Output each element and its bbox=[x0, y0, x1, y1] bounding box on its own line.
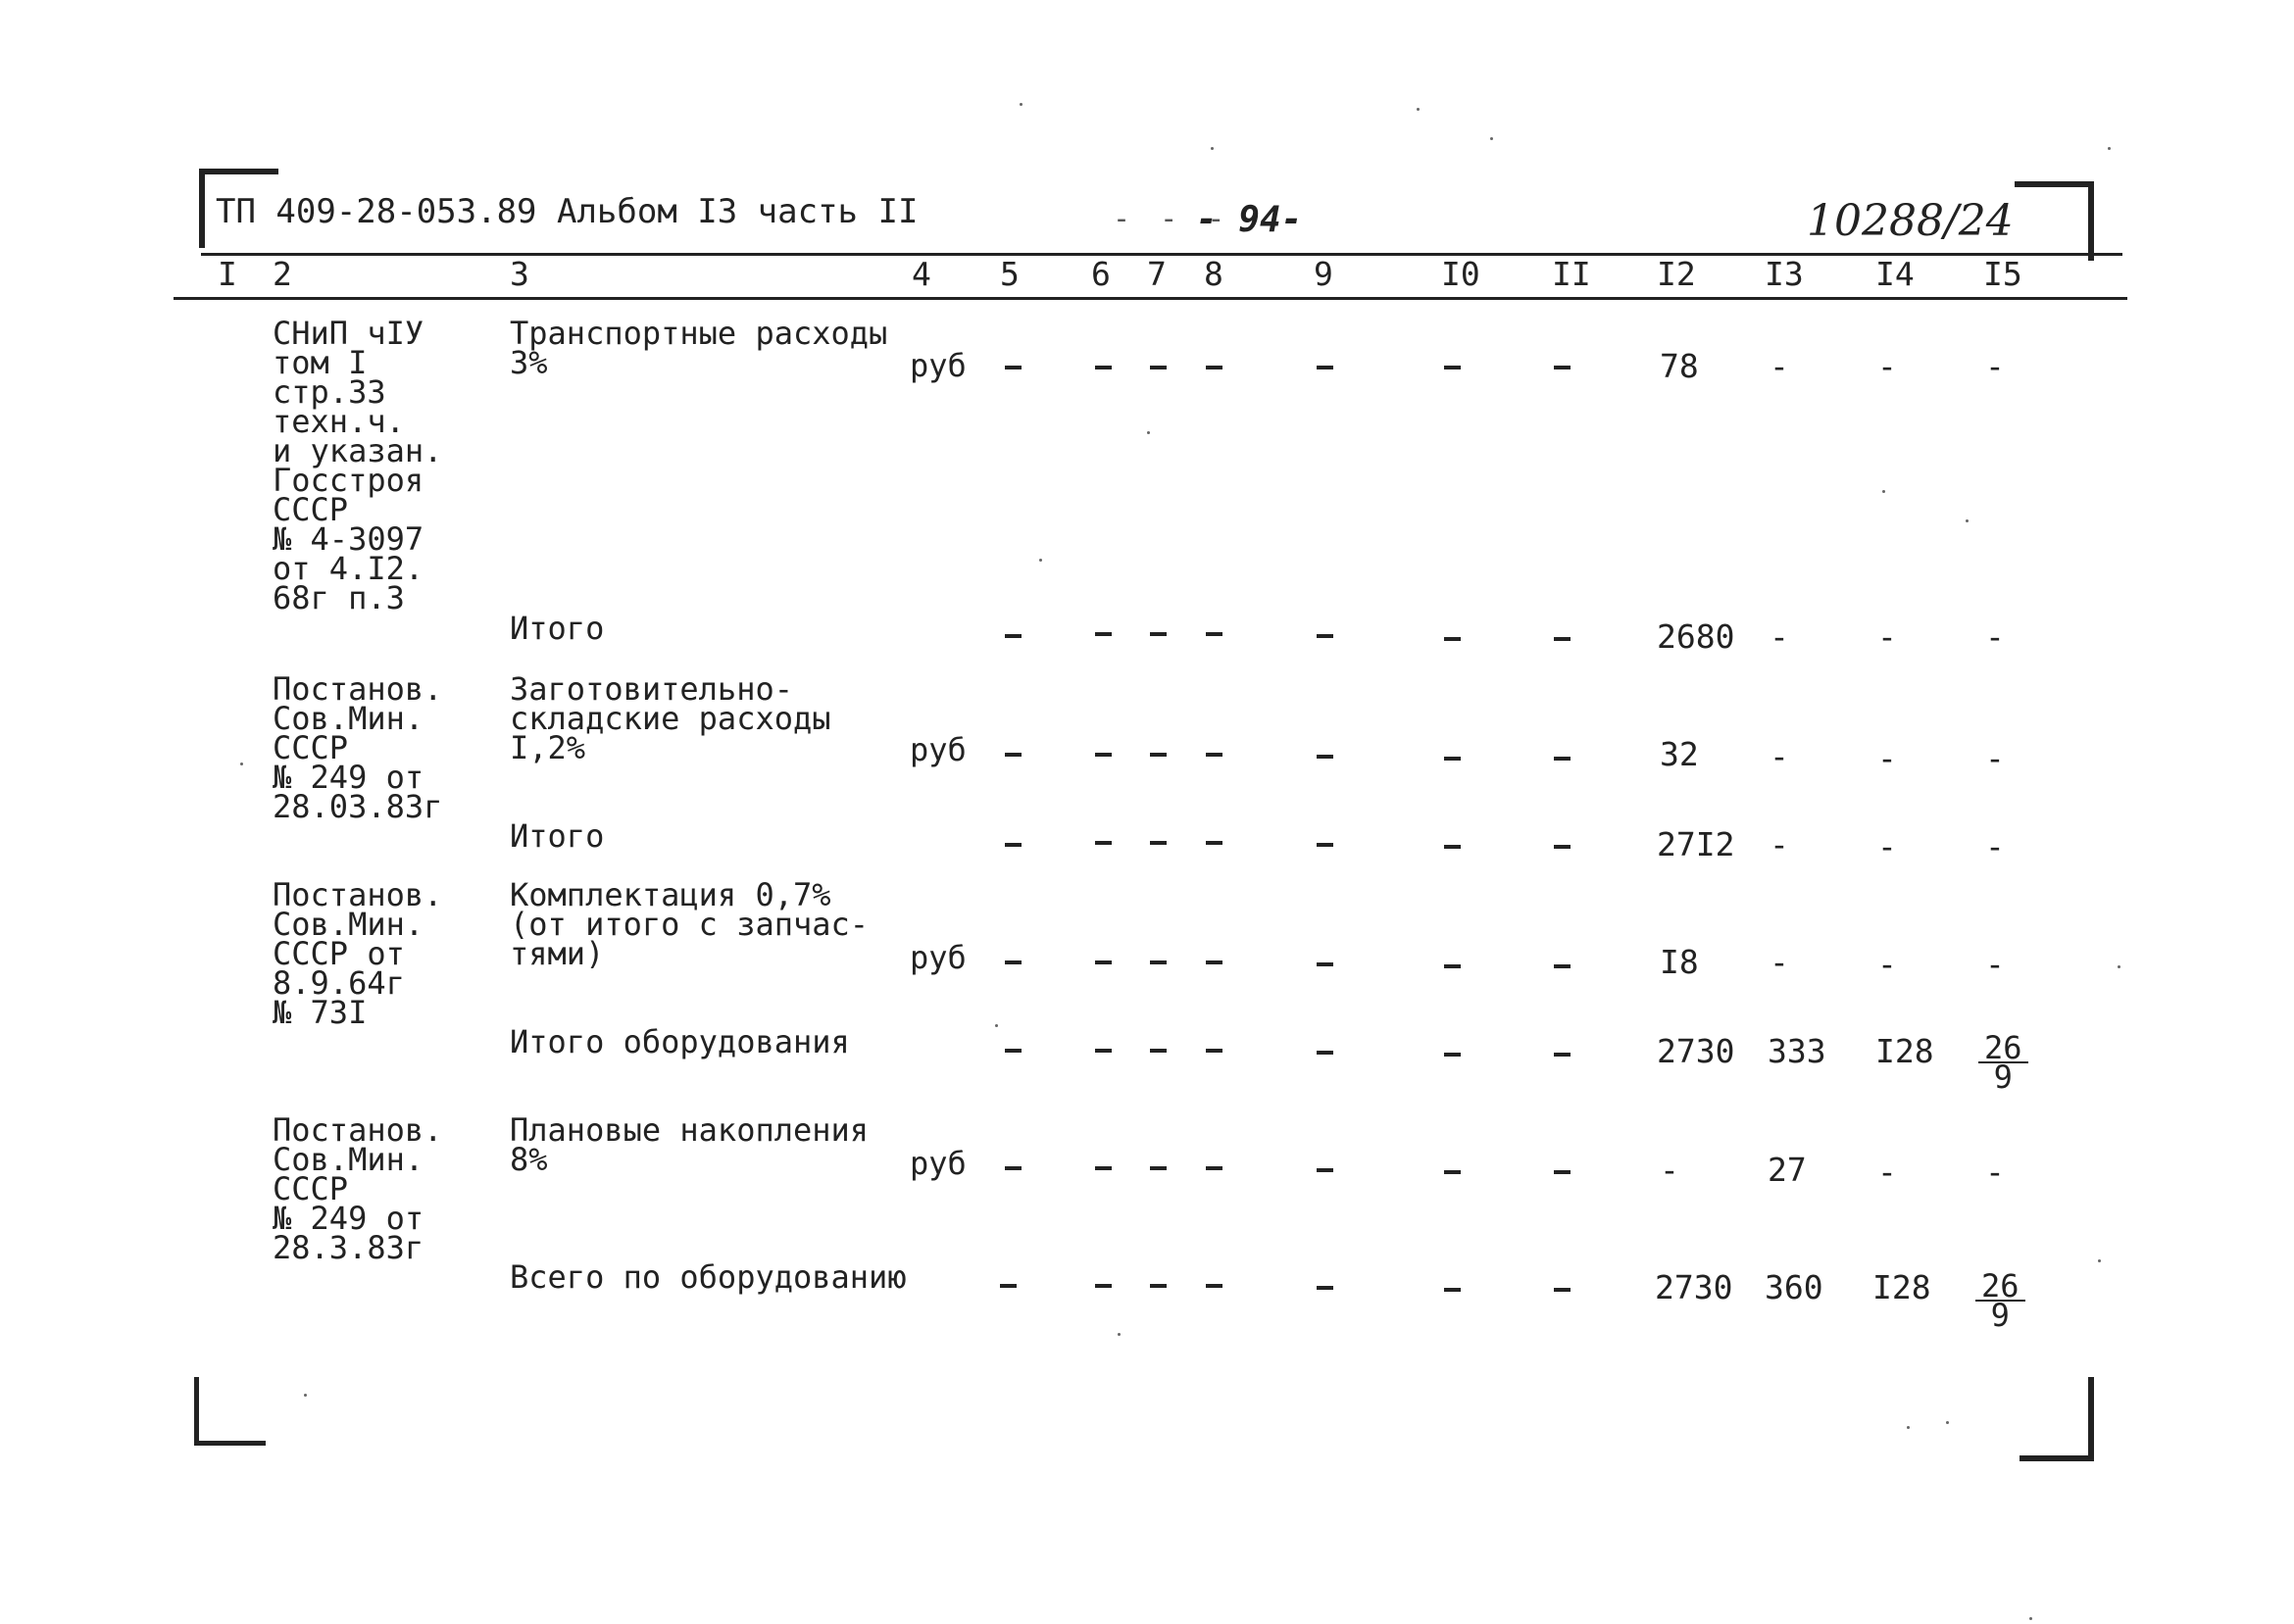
empty-cell-dash bbox=[1444, 845, 1461, 849]
empty-cell-dash bbox=[1554, 757, 1571, 761]
column-number: 5 bbox=[1000, 255, 1020, 293]
fraction-denominator: 9 bbox=[1993, 1058, 2013, 1096]
column-number: I4 bbox=[1875, 255, 1915, 293]
reference-line: 8.9.64г bbox=[273, 964, 405, 1002]
reference-line: Постанов. bbox=[273, 876, 443, 913]
fraction-col-15 bbox=[1978, 1029, 2028, 1096]
scan-speck bbox=[1147, 431, 1150, 434]
value-col-15: - bbox=[1985, 827, 2005, 865]
scan-speck bbox=[2098, 1259, 2101, 1262]
empty-cell-dash bbox=[1206, 632, 1222, 636]
value-col-12: 32 bbox=[1660, 735, 1699, 773]
scan-speck bbox=[1966, 519, 1969, 522]
empty-cell-dash bbox=[1317, 843, 1333, 847]
empty-cell-dash bbox=[1150, 960, 1167, 964]
reference-line: СССР от bbox=[273, 935, 405, 972]
empty-cell-dash bbox=[1095, 632, 1112, 636]
empty-cell-dash bbox=[1554, 637, 1571, 641]
empty-cell-dash bbox=[1317, 1286, 1333, 1290]
scan-speck bbox=[304, 1394, 307, 1397]
empty-cell-dash bbox=[1095, 366, 1112, 369]
scan-speck bbox=[2108, 147, 2111, 150]
corner-bracket-bottom-left bbox=[194, 1377, 266, 1446]
reference-line: Сов.Мин. bbox=[273, 906, 424, 943]
empty-cell-dash bbox=[1444, 1170, 1461, 1174]
description-line: тями) bbox=[510, 935, 605, 972]
empty-cell-dash bbox=[1095, 841, 1112, 845]
value-col-12: 2730 bbox=[1655, 1268, 1733, 1306]
description-line: 8% bbox=[510, 1141, 548, 1178]
description-line: Итого оборудования bbox=[510, 1023, 850, 1060]
empty-cell-dash bbox=[1206, 1166, 1222, 1170]
scan-speck bbox=[1417, 108, 1420, 111]
empty-cell-dash bbox=[1444, 1053, 1461, 1057]
unit-cell: руб bbox=[910, 939, 967, 976]
corner-bracket-bottom-right bbox=[2020, 1377, 2094, 1461]
value-col-14: - bbox=[1877, 1153, 1897, 1191]
fraction-numerator: 26 bbox=[1975, 1272, 2025, 1302]
reference-line: Госстроя bbox=[273, 462, 424, 499]
empty-cell-dash bbox=[1005, 1049, 1022, 1053]
scan-speck bbox=[1882, 490, 1885, 493]
value-col-14: - bbox=[1877, 945, 1897, 983]
empty-cell-dash bbox=[1317, 634, 1333, 638]
value-col-13: - bbox=[1770, 943, 1789, 981]
reference-line: СССР bbox=[273, 491, 349, 528]
description-line: (от итого с запчас- bbox=[510, 906, 870, 943]
value-col-12: 78 bbox=[1660, 347, 1699, 385]
fraction-col-15 bbox=[1975, 1267, 2025, 1334]
empty-cell-dash bbox=[1317, 755, 1333, 759]
empty-cell-dash bbox=[1206, 753, 1222, 757]
reference-line: Постанов. bbox=[273, 1111, 443, 1149]
reference-line: техн.ч. bbox=[273, 403, 405, 440]
reference-cell bbox=[273, 1111, 443, 1266]
value-col-13: - bbox=[1770, 737, 1789, 775]
column-number: I5 bbox=[1983, 255, 2022, 293]
reference-cell bbox=[273, 315, 443, 616]
description-line: Заготовительно- bbox=[510, 670, 793, 708]
scan-speck bbox=[240, 763, 243, 765]
reference-line: Постанов. bbox=[273, 670, 443, 708]
empty-cell-dash bbox=[1444, 1288, 1461, 1292]
reference-line: СССР bbox=[273, 729, 349, 766]
value-col-13: 27 bbox=[1768, 1151, 1807, 1189]
empty-cell-dash bbox=[1554, 964, 1571, 968]
reference-line: № 73I bbox=[273, 994, 368, 1031]
empty-cell-dash bbox=[1005, 634, 1022, 638]
corner-bracket-top-right bbox=[2015, 181, 2094, 261]
value-col-12: 2680 bbox=[1657, 617, 1735, 656]
empty-cell-dash bbox=[1095, 1166, 1112, 1170]
value-col-12: 27I2 bbox=[1657, 825, 1735, 863]
empty-cell-dash bbox=[1095, 753, 1112, 757]
empty-cell-dash bbox=[1150, 753, 1167, 757]
value-col-14: I28 bbox=[1872, 1268, 1931, 1306]
empty-cell-dash bbox=[1206, 366, 1222, 369]
empty-cell-dash bbox=[1150, 366, 1167, 369]
description-line: 3% bbox=[510, 344, 548, 381]
empty-cell-dash bbox=[1095, 960, 1112, 964]
reference-line: СНиП чIУ bbox=[273, 315, 424, 352]
empty-cell-dash bbox=[1005, 1166, 1022, 1170]
value-col-14: I28 bbox=[1875, 1032, 1934, 1070]
empty-cell-dash bbox=[1150, 632, 1167, 636]
empty-cell-dash bbox=[1000, 1284, 1017, 1288]
reference-line: стр.33 bbox=[273, 373, 386, 411]
description-cell bbox=[510, 610, 605, 647]
empty-cell-dash bbox=[1206, 841, 1222, 845]
unit-cell: руб bbox=[910, 1145, 967, 1182]
value-col-13: 333 bbox=[1768, 1032, 1826, 1070]
empty-cell-dash bbox=[1444, 757, 1461, 761]
value-col-12: - bbox=[1660, 1151, 1679, 1189]
description-cell bbox=[510, 315, 888, 381]
column-number: I bbox=[218, 255, 237, 293]
empty-cell-dash bbox=[1206, 1284, 1222, 1288]
reference-cell bbox=[273, 876, 443, 1031]
description-cell bbox=[510, 1023, 850, 1060]
document-code: ТП 409-28-053.89 Альбом I3 часть II bbox=[216, 192, 919, 231]
value-col-15: - bbox=[1985, 739, 2005, 777]
column-number: I0 bbox=[1441, 255, 1480, 293]
empty-cell-dash bbox=[1005, 366, 1022, 369]
column-number: 8 bbox=[1204, 255, 1223, 293]
description-line: Транспортные расходы bbox=[510, 315, 888, 352]
value-col-12: 2730 bbox=[1657, 1032, 1735, 1070]
empty-cell-dash bbox=[1554, 1170, 1571, 1174]
empty-cell-dash bbox=[1150, 1049, 1167, 1053]
header-rule-bottom bbox=[174, 297, 2127, 300]
empty-cell-dash bbox=[1206, 1049, 1222, 1053]
value-col-15: - bbox=[1985, 617, 2005, 656]
reference-line: Сов.Мин. bbox=[273, 1141, 424, 1178]
description-line: Итого bbox=[510, 610, 605, 647]
value-col-15: - bbox=[1985, 945, 2005, 983]
value-col-13: - bbox=[1770, 825, 1789, 863]
reference-line: СССР bbox=[273, 1170, 349, 1207]
empty-cell-dash bbox=[1005, 843, 1022, 847]
reference-line: и указан. bbox=[273, 432, 443, 469]
empty-cell-dash bbox=[1095, 1284, 1112, 1288]
reference-line: том I bbox=[273, 344, 368, 381]
scan-speck bbox=[1946, 1421, 1949, 1424]
scan-speck bbox=[2118, 965, 2120, 968]
column-number: 2 bbox=[273, 255, 292, 293]
column-number: 7 bbox=[1147, 255, 1167, 293]
empty-cell-dash bbox=[1005, 753, 1022, 757]
value-col-14: - bbox=[1877, 827, 1897, 865]
description-line: Всего по оборудованию bbox=[510, 1258, 907, 1296]
empty-cell-dash bbox=[1150, 841, 1167, 845]
scan-speck bbox=[995, 1024, 998, 1027]
empty-cell-dash bbox=[1554, 845, 1571, 849]
reference-line: 28.3.83г bbox=[273, 1229, 424, 1266]
description-cell bbox=[510, 876, 870, 972]
empty-cell-dash bbox=[1317, 1168, 1333, 1172]
value-col-15: - bbox=[1985, 1153, 2005, 1191]
unit-cell: руб bbox=[910, 731, 967, 768]
value-col-14: - bbox=[1877, 347, 1897, 385]
reference-line: Сов.Мин. bbox=[273, 700, 424, 737]
fraction-denominator: 9 bbox=[1990, 1297, 2010, 1334]
description-cell bbox=[510, 670, 831, 766]
description-cell bbox=[510, 817, 605, 855]
empty-cell-dash bbox=[1005, 960, 1022, 964]
empty-cell-dash bbox=[1317, 366, 1333, 369]
empty-cell-dash bbox=[1554, 1053, 1571, 1057]
scan-speck bbox=[1211, 147, 1214, 150]
scan-speck bbox=[1490, 137, 1493, 140]
reference-line: № 4-3097 bbox=[273, 520, 424, 558]
scan-speck bbox=[1020, 103, 1022, 106]
description-line: Итого bbox=[510, 817, 605, 855]
column-number: 6 bbox=[1091, 255, 1111, 293]
empty-cell-dash bbox=[1554, 366, 1571, 369]
value-col-15: - bbox=[1985, 347, 2005, 385]
description-cell bbox=[510, 1111, 870, 1178]
value-col-13: - bbox=[1770, 617, 1789, 656]
column-number: I2 bbox=[1657, 255, 1696, 293]
column-number: II bbox=[1552, 255, 1591, 293]
value-col-13: - bbox=[1770, 347, 1789, 385]
empty-cell-dash bbox=[1444, 637, 1461, 641]
description-line: Комплектация 0,7% bbox=[510, 876, 831, 913]
empty-cell-dash bbox=[1444, 964, 1461, 968]
empty-cell-dash bbox=[1150, 1284, 1167, 1288]
value-col-12: I8 bbox=[1660, 943, 1699, 981]
header-dash-decoration: ‐ ‐ ‐ bbox=[1113, 202, 1231, 236]
scan-speck bbox=[2029, 1617, 2032, 1620]
description-cell bbox=[510, 1258, 907, 1296]
reference-line: от 4.I2. bbox=[273, 550, 424, 587]
column-number: 9 bbox=[1314, 255, 1333, 293]
page-number: - 94- bbox=[1196, 200, 1303, 240]
handwritten-reference: 10288/24 bbox=[1807, 196, 2014, 246]
empty-cell-dash bbox=[1206, 960, 1222, 964]
value-col-13: 360 bbox=[1765, 1268, 1823, 1306]
reference-line: 68г п.3 bbox=[273, 579, 405, 616]
empty-cell-dash bbox=[1317, 1051, 1333, 1055]
empty-cell-dash bbox=[1444, 366, 1461, 369]
scan-speck bbox=[1907, 1426, 1910, 1429]
empty-cell-dash bbox=[1150, 1166, 1167, 1170]
value-col-14: - bbox=[1877, 617, 1897, 656]
empty-cell-dash bbox=[1317, 962, 1333, 966]
column-number: 3 bbox=[510, 255, 529, 293]
description-line: Плановые накопления bbox=[510, 1111, 870, 1149]
description-line: I,2% bbox=[510, 729, 586, 766]
column-number: I3 bbox=[1765, 255, 1804, 293]
column-number: 4 bbox=[912, 255, 931, 293]
value-col-14: - bbox=[1877, 739, 1897, 777]
reference-line: № 249 от bbox=[273, 1200, 424, 1237]
reference-cell bbox=[273, 670, 443, 825]
reference-line: 28.03.83г bbox=[273, 788, 443, 825]
fraction-numerator: 26 bbox=[1978, 1034, 2028, 1063]
empty-cell-dash bbox=[1095, 1049, 1112, 1053]
description-line: складские расходы bbox=[510, 700, 831, 737]
scan-speck bbox=[1039, 559, 1042, 562]
reference-line: № 249 от bbox=[273, 759, 424, 796]
empty-cell-dash bbox=[1554, 1288, 1571, 1292]
scan-speck bbox=[1118, 1333, 1121, 1336]
unit-cell: руб bbox=[910, 347, 967, 384]
